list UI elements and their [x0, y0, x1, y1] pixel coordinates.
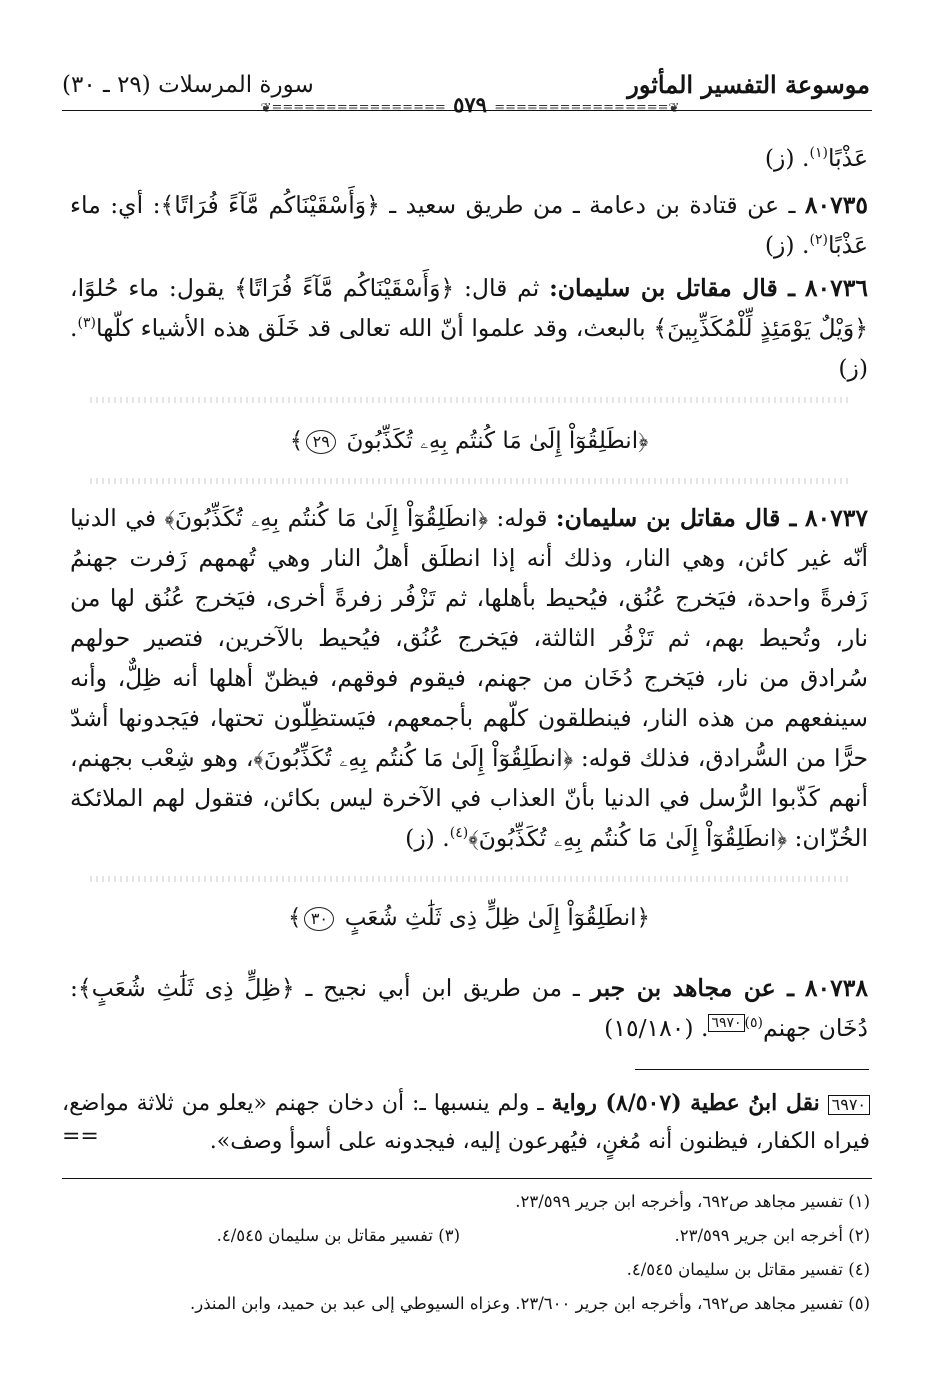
- narration-text: ثم قال: ﴿وَأَسْقَيْنَاكُم مَّآءً فُرَاتًا﴾ يقول: ماء حُلوًا، ﴿وَيْلٌ يَوْمَئِذٍ لِّلْمُكَذِّبِينَ﴾ بالبعث، وقد علموا أنّ الله تعالى قد خَلَق هذه الأشياء كلّها: [70, 274, 868, 342]
- verse-heading-29: [70, 428, 868, 454]
- verse-text: ﴿انطَلِقُوٓاْ إِلَىٰ ظِلٍّ ذِى ثَلَٰثِ شُعَبٍ: [344, 905, 651, 931]
- page-number-value: ٥٧٩: [453, 92, 487, 117]
- narration-80738: [70, 968, 868, 1048]
- narration-80737: [70, 498, 868, 858]
- verse-close: ﴾: [287, 905, 302, 931]
- narration-number: ٨٠٧٣٥: [804, 191, 868, 219]
- paragraph-end: . (ز): [764, 144, 810, 172]
- narration-text: قوله: ﴿انطَلِقُوٓاْ إِلَىٰ مَا كُنتُم بِهِۦ تُكَذِّبُونَ﴾ في الدنيا أنّه غير كائن، وهي النار، وذلك أنه إذا انطلَق أهلُ النار وهي تُهمهم زَفرت جهنمُ زَفرةً واحدة، فيَخرج عُنُق، فيُحيط بأهلها، ثم تَزْفُر زفرةً أخرى، فيَخرج عُنُق لها من نار، وتُحيط بهم، ثم تَزْفُر الثالثة، فيَخرج عُنُق، فيُحيط بالآخرين، فتصير حولهم سُرادق من نار، فيَخرج دُخَان من جهنم، فيقوم فوقهم، فيظنّ أهلها أنه ظِلٌّ، وأنه سينفعهم من هذه النار، فينطلقون كلّهم بأجمعهم، فيَستظِلّون تحتها، فيَجدونها أشدّ حرًّا من السُّرادق، فذلك قوله: ﴿انطَلِقُوٓاْ إِلَىٰ مَا كُنتُم بِهِۦ تُكَذِّبُونَ﴾، وهو شِعْب بجهنم، أنهم كَذّبوا الرُّسل في الدنيا بأنّ العذاب في الآخرة ليس بكائن، فتقول لهم الملائكة الخُزّان: ﴿انطَلِقُوٓاْ إِلَىٰ مَا كُنتُم بِهِۦ تُكَذِّبُونَ﴾: [70, 504, 868, 852]
- commentary-text: ـ ولم ينسبها ـ: أن دخان جهنم «يعلو من ثلاثة مواضع، فيراه الكفار، فيظنون أنه مُغنٍ، فيُهرعون إليه، فيجدونه على أسوأ وصف».: [62, 1091, 870, 1154]
- narration-lead: ـ قال مقاتل بن سليمان:: [555, 504, 797, 532]
- footnote-ref[interactable]: (١): [809, 145, 828, 162]
- footnote-2: (٢) أخرجه ابن جرير ٢٣/٥٩٩.: [674, 1226, 870, 1245]
- paragraph-text: عَذْبًا: [827, 144, 868, 172]
- verse-text: ﴿انطَلِقُوٓاْ إِلَىٰ مَا كُنتُم بِهِۦ تُكَذِّبُونَ: [346, 428, 649, 454]
- narration-text: ـ عن قتادة بن دعامة ـ من طريق سعيد ـ ﴿وَأَسْقَيْنَاكُم مَّآءً فُرَاتًا﴾: أي: ماء عَذْبًا: [70, 191, 868, 259]
- footnote-5: (٥) تفسير مجاهد ص٦٩٢، وأخرجه ابن جرير ٢٣/٦٠٠. وعزاه السيوطي إلى عبد بن حميد، وابن المنذر.: [190, 1294, 870, 1313]
- footnote-ref[interactable]: (٤): [449, 825, 469, 842]
- scan-noise: [90, 397, 850, 403]
- running-header-surah: سورة المرسلات (٢٩ ـ ٣٠): [62, 72, 314, 98]
- narration-end: . (ز): [764, 231, 810, 259]
- scan-noise: [90, 876, 850, 882]
- narration-end: . (ز): [405, 824, 450, 852]
- commentary-divider: [635, 1069, 869, 1070]
- narration-end: . (ز): [70, 314, 868, 382]
- ornament-right-icon: ≡≡≡≡≡≡≡≡≡≡≡≡≡≡≡≡❦: [494, 101, 680, 116]
- verse-close: ﴾: [289, 428, 304, 454]
- header-divider: [62, 110, 872, 111]
- ornament-left-icon: ❦≡≡≡≡≡≡≡≡≡≡≡≡≡≡≡≡: [260, 101, 446, 116]
- narration-number: ٨٠٧٣٦: [804, 274, 868, 302]
- narration-lead: ـ عن مجاهد بن جبر: [590, 974, 795, 1002]
- continuation-mark: ==: [62, 1124, 99, 1149]
- commentary-number-box: ٦٩٧٠: [828, 1095, 870, 1115]
- narration-lead: ـ قال مقاتل بن سليمان:: [549, 274, 796, 302]
- ayah-number-icon: ٣٠: [304, 907, 334, 931]
- narration-end: . (١٥/١٨٠): [604, 1014, 709, 1042]
- commentary-ref-box[interactable]: ٦٩٧٠: [708, 1014, 744, 1032]
- footnote-3: (٣) تفسير مقاتل بن سليمان ٤/٥٤٥.: [216, 1226, 460, 1245]
- footnote-ref[interactable]: (٣): [77, 315, 96, 332]
- footnotes-divider: [62, 1178, 872, 1179]
- narration-number: ٨٠٧٣٨: [804, 974, 868, 1002]
- footnote-ref[interactable]: (٥): [744, 1015, 764, 1032]
- running-header-book-title: موسوعة التفسير المأثور: [627, 70, 870, 99]
- commentary-note: [62, 1084, 870, 1161]
- scan-noise: [90, 478, 850, 484]
- paragraph-continuation: [70, 138, 868, 178]
- narration-80735: [70, 185, 868, 265]
- footnote-ref[interactable]: (٢): [809, 232, 828, 249]
- narration-number: ٨٠٧٣٧: [804, 504, 868, 532]
- narration-80736: [70, 268, 868, 388]
- narration-text: ـ من طريق ابن أبي نجيح ـ ﴿ظِلٍّ ذِى ثَلَٰثِ شُعَبٍ﴾: دُخَان جهنم: [70, 974, 868, 1042]
- verse-heading-30: [70, 905, 868, 931]
- commentary-lead: نقل ابنُ عطية (٨/٥٠٧) رواية: [551, 1090, 820, 1116]
- footnote-4: (٤) تفسير مقاتل بن سليمان ٤/٥٤٥.: [626, 1260, 870, 1279]
- page-number: [0, 92, 940, 117]
- ayah-number-icon: ٢٩: [306, 430, 336, 454]
- footnote-1: (١) تفسير مجاهد ص٦٩٢، وأخرجه ابن جرير ٢٣/٥٩٩.: [515, 1192, 870, 1211]
